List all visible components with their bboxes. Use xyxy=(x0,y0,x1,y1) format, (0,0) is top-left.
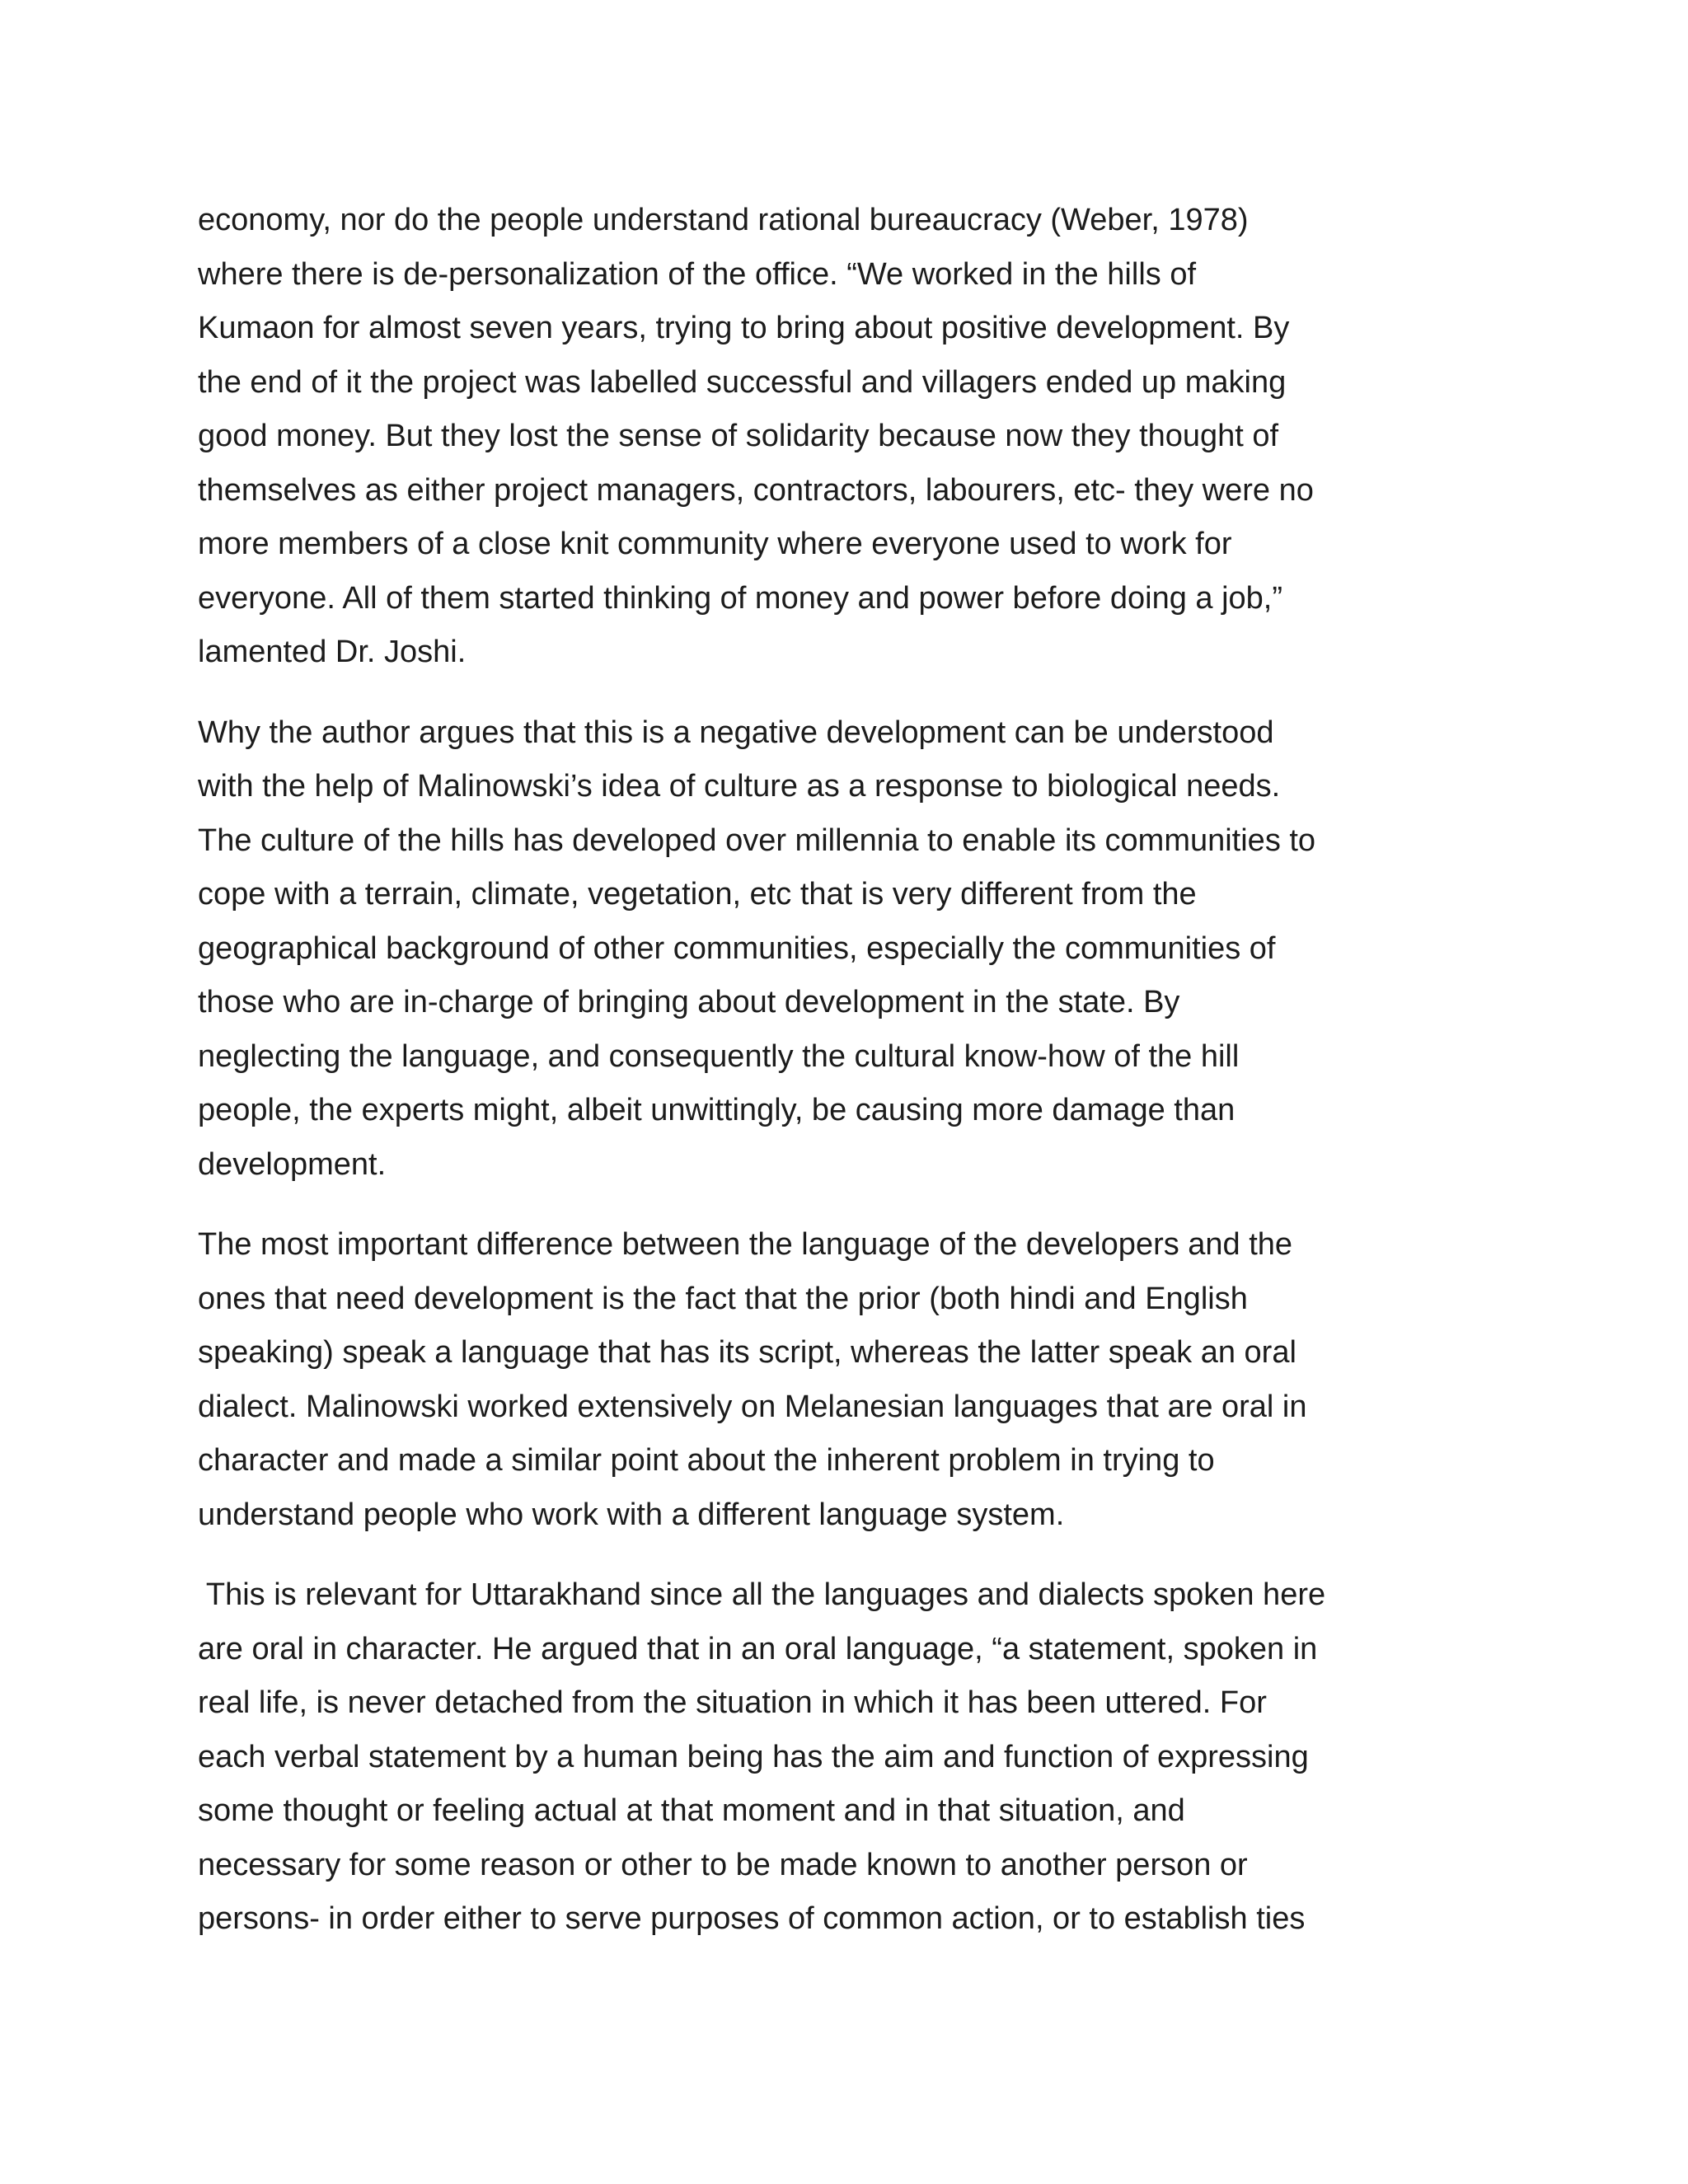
text-line: This is relevant for Uttarakhand since all the languages and dialects spoken here xyxy=(198,1577,1326,1612)
text-line: neglecting the language, and consequently the cultural know-how of the hill xyxy=(198,1038,1240,1074)
text-line: The most important difference between the language of the developers and the xyxy=(198,1227,1293,1262)
paragraph-2 xyxy=(198,706,1500,1193)
text-line: The culture of the hills has developed over millennia to enable its communities to xyxy=(198,823,1316,858)
paragraph-1 xyxy=(198,194,1500,680)
text-line: more members of a close knit community where everyone used to work for xyxy=(198,527,1232,561)
text-line: some thought or feeling actual at that moment and in that situation, and xyxy=(198,1793,1185,1828)
text-line: each verbal statement by a human being has the aim and function of expressing xyxy=(198,1739,1309,1774)
text-line: dialect. Malinowski worked extensively on Melanesian languages that are oral in xyxy=(198,1389,1307,1424)
text-line: ones that need development is the fact that the prior (both hindi and English xyxy=(198,1281,1248,1316)
text-line: are oral in character. He argued that in an oral language, “a statement, spoken in xyxy=(198,1631,1318,1666)
page-body-text xyxy=(198,194,1500,1973)
text-line: with the help of Malinowski’s idea of culture as a response to biological needs. xyxy=(198,769,1281,804)
text-line: geographical background of other communities, especially the communities of xyxy=(198,930,1276,966)
text-line: everyone. All of them started thinking of money and power before doing a job,” xyxy=(198,580,1283,616)
text-line: character and made a similar point about the inherent problem in trying to xyxy=(198,1443,1215,1478)
text-line: where there is de-personalization of the office. “We worked in the hills of xyxy=(198,256,1197,292)
text-line: Kumaon for almost seven years, trying to bring about positive development. By xyxy=(198,311,1290,345)
text-line: necessary for some reason or other to be made known to another person or xyxy=(198,1847,1248,1882)
text-line: those who are in-charge of bringing about development in the state. By xyxy=(198,985,1180,1019)
text-line: persons- in order either to serve purposes of common action, or to establish ties xyxy=(198,1901,1306,1936)
paragraph-3 xyxy=(198,1218,1500,1542)
text-line: development. xyxy=(198,1146,387,1182)
text-line: good money. But they lost the sense of solidarity because now they thought of xyxy=(198,419,1279,453)
text-line: the end of it the project was labelled successful and villagers ended up making xyxy=(198,364,1287,400)
text-line: lamented Dr. Joshi. xyxy=(198,635,467,669)
text-line: understand people who work with a different language system. xyxy=(198,1497,1065,1532)
text-line: themselves as either project managers, contractors, labourers, etc- they were no xyxy=(198,472,1314,508)
text-line: Why the author argues that this is a negative development can be understood xyxy=(198,715,1274,750)
text-line: speaking) speak a language that has its script, whereas the latter speak an oral xyxy=(198,1335,1296,1370)
text-line: people, the experts might, albeit unwittingly, be causing more damage than xyxy=(198,1093,1236,1127)
paragraph-4 xyxy=(198,1568,1500,1947)
text-line: economy, nor do the people understand rational bureaucracy (Weber, 1978) xyxy=(198,203,1249,237)
text-line: cope with a terrain, climate, vegetation, etc that is very different from the xyxy=(198,877,1197,912)
text-line: real life, is never detached from the situation in which it has been uttered. For xyxy=(198,1685,1267,1720)
